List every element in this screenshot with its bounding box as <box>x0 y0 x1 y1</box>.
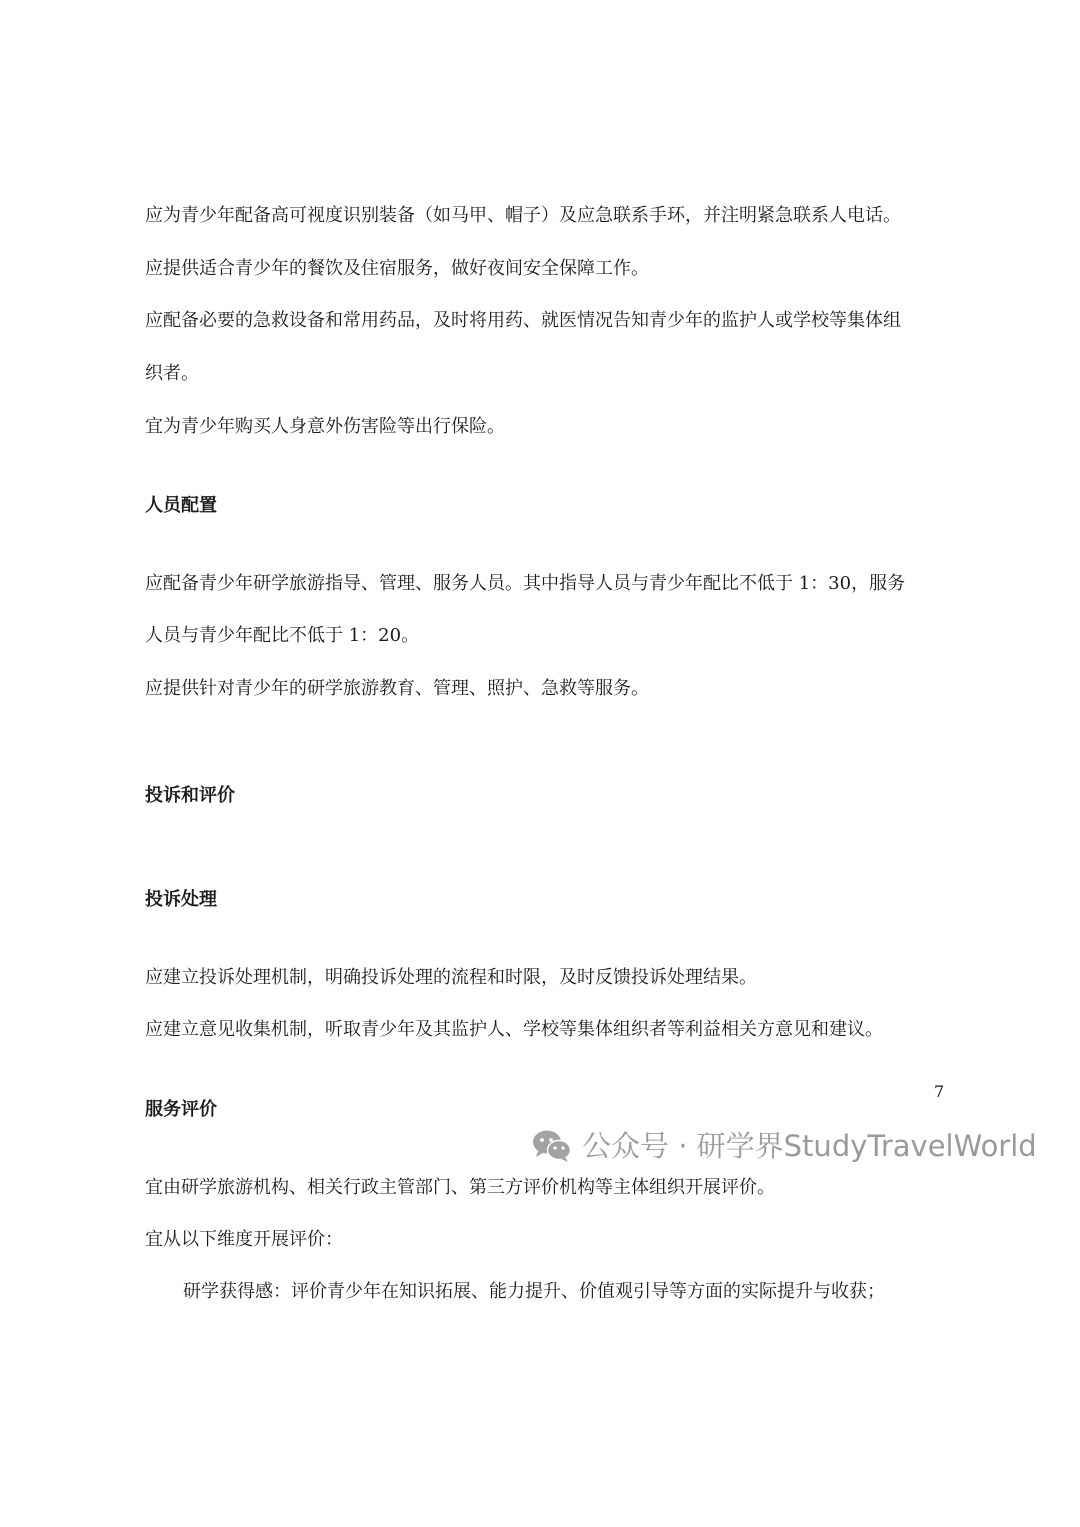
paragraph-line: 宜由研学旅游机构、相关行政主管部门、第三方评价机构等主体组织开展评价。 <box>145 1177 775 1198</box>
section-heading-handling: 投诉处理 <box>145 889 217 910</box>
paragraph-line: 宜从以下维度开展评价： <box>145 1229 343 1250</box>
paragraph-line: 宜为青少年购买人身意外伤害险等出行保险。 <box>145 416 505 437</box>
paragraph-line: 应配备必要的急救设备和常用药品，及时将用药、就医情况告知青少年的监护人或学校等集体组 <box>145 310 901 331</box>
paragraph-line: 织者。 <box>145 363 199 384</box>
page-number: 7 <box>934 1082 945 1101</box>
paragraph-line: 应为青少年配备高可视度识别装备（如马甲、帽子）及应急联系手环，并注明紧急联系人电话。 <box>145 205 901 226</box>
paragraph-line: 人员与青少年配比不低于 1：20。 <box>145 625 420 646</box>
paragraph-line: 应建立意见收集机制，听取青少年及其监护人、学校等集体组织者等利益相关方意见和建议。 <box>145 1019 883 1040</box>
section-heading-evaluation: 服务评价 <box>145 1099 217 1120</box>
wechat-icon <box>532 1129 572 1163</box>
paragraph-line: 应建立投诉处理机制，明确投诉处理的流程和时限，及时反馈投诉处理结果。 <box>145 967 757 988</box>
paragraph-line: 应提供针对青少年的研学旅游教育、管理、照护、急救等服务。 <box>145 678 649 699</box>
section-heading-staff: 人员配置 <box>145 495 217 516</box>
list-item: 研学获得感：评价青少年在知识拓展、能力提升、价值观引导等方面的实际提升与收获； <box>183 1281 885 1302</box>
watermark <box>532 1126 1037 1166</box>
paragraph-line: 应提供适合青少年的餐饮及住宿服务，做好夜间安全保障工作。 <box>145 258 649 279</box>
paragraph-line: 应配备青少年研学旅游指导、管理、服务人员。其中指导人员与青少年配比不低于 1：30，服务 <box>145 573 906 594</box>
watermark-text: 公众号 · 研学界StudyTravelWorld <box>582 1129 1037 1163</box>
section-heading-complaint: 投诉和评价 <box>145 785 235 806</box>
